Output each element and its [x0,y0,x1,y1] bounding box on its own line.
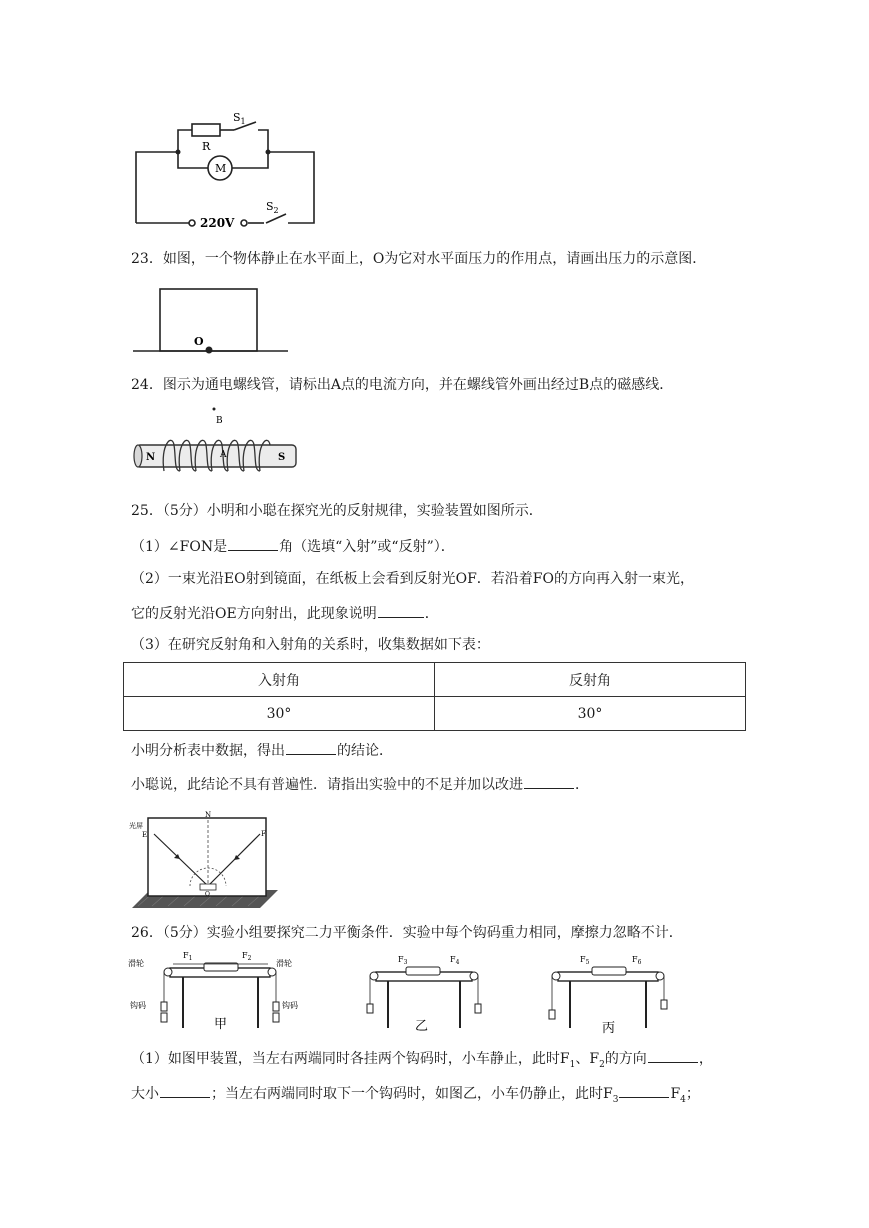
switch-s2 [266,214,286,223]
f3-label: $F_3$ [398,955,408,966]
q25-p2-suffix: ． [424,606,439,622]
mirror-piece [200,884,216,890]
resistor-symbol [192,124,220,136]
answer-blank-4[interactable] [524,774,574,789]
question-24: 24．图示为通电螺线管，请标出A点的电流方向，并在螺线管外画出经过B点的磁感线． [131,377,674,393]
q26-sub2: 2 [599,1059,605,1070]
circuit-figure [130,110,320,230]
question-25-part3: （3）在研究反射角和入射角的关系时，收集数据如下表： [131,637,490,653]
solenoid-tube [136,445,296,467]
label-bing: 丙 [602,1021,616,1035]
q26-p1-prefix: （1）如图甲装置，当左右两端同时各挂两个钩码时，小车静止，此时F [131,1051,570,1067]
q25-after2-suffix: ． [575,777,589,793]
q25-p1-suffix: 角（选填“入射”或“反射”）． [279,539,455,555]
pulley-label-left: 滑轮 [128,959,144,968]
point-o [206,347,213,354]
screen-label: 光屏 [129,822,143,830]
o-label: O [194,335,204,348]
table-cell: 30° [124,697,435,731]
r-label: R [202,140,211,153]
n-label: N [146,452,156,463]
weight-label-left: 钩码 [130,1001,146,1010]
question-26-part1-line1 [131,1048,713,1074]
q26-p1-suffix: ， [698,1051,713,1067]
q25-p1-prefix: （1）∠FON是 [131,539,228,555]
label-yi: 乙 [415,1019,429,1034]
question-25-part2-line2 [131,603,439,623]
q26-p1-line2-suffix: ； [685,1086,700,1102]
pulley-label-right: 滑轮 [276,959,292,968]
a-label: A [220,450,227,460]
q25-after2-prefix: 小聪说，此结论不具有普遍性．请指出实验中的不足并加以改进 [131,777,523,793]
f1-label: $F_1$ [183,951,193,962]
answer-blank-1[interactable] [228,536,278,551]
o-label: O [205,891,210,898]
question-25-part2-line1: （2）一束光沿EO射到镜面，在纸板上会看到反射光OF．若沿着FO的方向再入射一束光， [131,571,694,587]
q25-after1-suffix: 的结论． [337,743,393,759]
table-header: 反射角 [435,663,746,697]
answer-blank-5[interactable] [648,1048,698,1063]
answer-blank-3[interactable] [286,740,336,755]
question-25-part1 [131,536,455,556]
answer-blank-7[interactable] [619,1083,669,1098]
table-header-row [124,663,746,697]
table-cell: 30° [435,697,746,731]
q26-f4: F [670,1086,681,1102]
question-25-intro: 25．（5分）小明和小聪在探究光的反射规律，实验装置如图所示． [131,503,543,519]
f4-label: $F_4$ [450,955,460,966]
table-bing [549,955,667,1035]
b-label: B [216,416,223,426]
question-23: 23．如图，一个物体静止在水平面上，O为它对水平面压力的作用点，请画出压力的示意图． [131,251,707,267]
question-26-part1-line2 [131,1083,700,1109]
table-yi [367,955,481,1034]
label-jia: 甲 [214,1017,228,1032]
table-jia [128,951,298,1032]
question-25-after1 [131,740,393,760]
reflection-figure [128,808,278,913]
question-26-intro: 26．（5分）实验小组要探究二力平衡条件．实验中每个钩码重力相同，摩擦力忽略不计． [131,925,683,941]
m-label: M [215,162,227,175]
f6-label: $F_6$ [632,955,642,966]
q26-sub1: 1 [569,1059,576,1070]
f-label: F [261,830,266,838]
question-25-after2 [131,774,589,794]
table-header: 入射角 [124,663,435,697]
block-shape [160,289,257,351]
q26-p1-direction: 的方向 [604,1051,647,1067]
q26-p1-size: 大小 [131,1086,159,1102]
table-row [124,697,746,731]
q26-p1-mid: 、F [575,1051,600,1067]
balance-figure [128,950,688,1035]
q26-sub4: 4 [680,1094,686,1105]
q26-sub3: 3 [612,1094,619,1105]
q26-p1-line2-text: ；当左右两端同时取下一个钩码时，如图乙，小车仍静止，此时F [211,1086,613,1102]
answer-blank-6[interactable] [160,1083,210,1098]
n-label: N [205,811,212,819]
q23-figure [130,285,290,355]
q25-after1-prefix: 小明分析表中数据，得出 [131,743,285,759]
s1-label: $S_1$ [233,111,246,126]
q25-p2-prefix: 它的反射光沿OE方向射出，此现象说明 [131,606,377,622]
angle-table [123,662,746,731]
e-label: E [142,831,148,839]
f2-label: $F_2$ [242,951,252,962]
s2-label: $S_2$ [266,200,279,215]
f5-label: $F_5$ [580,955,590,966]
s-label: S [278,452,286,463]
solenoid-figure [130,405,300,485]
answer-blank-2[interactable] [378,603,424,618]
voltage-label: 220V [200,216,235,230]
weight-label-right: 钩码 [282,1001,298,1010]
